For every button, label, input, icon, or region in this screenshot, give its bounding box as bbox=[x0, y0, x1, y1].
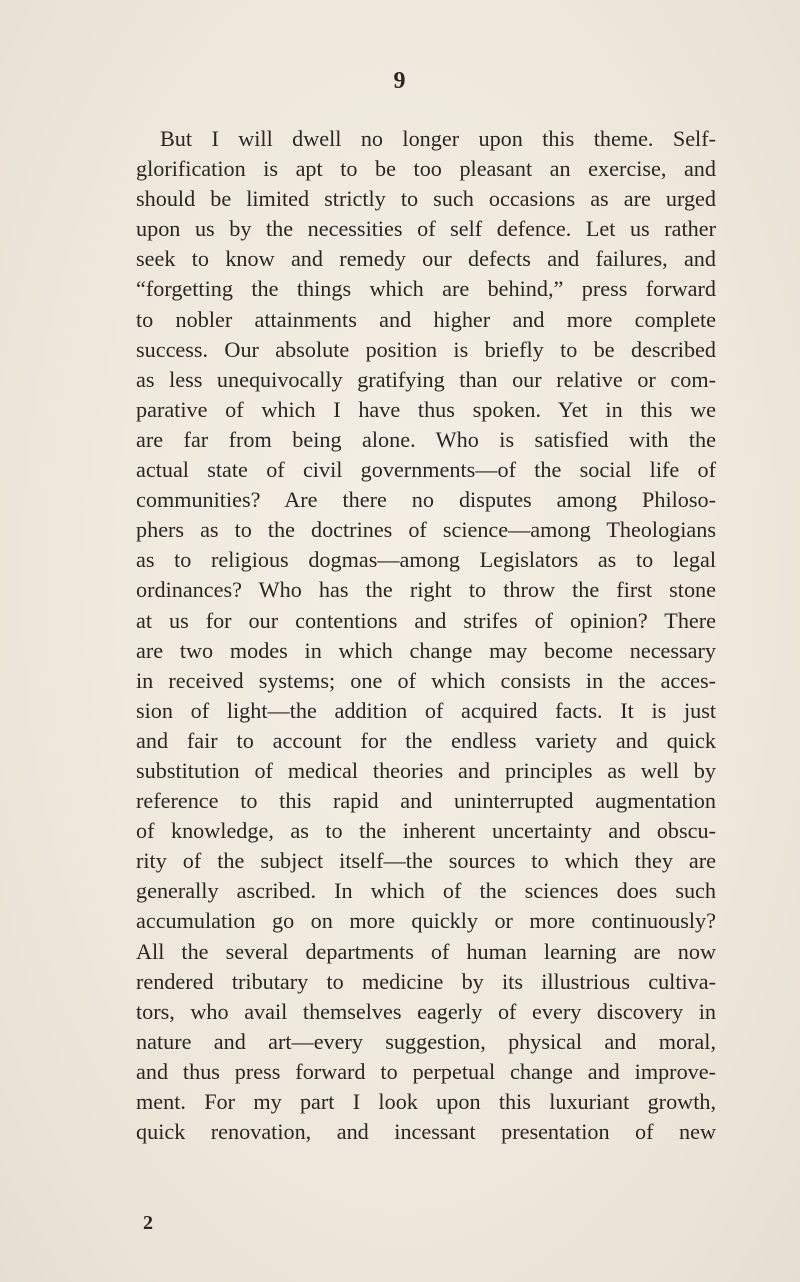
text-line: seek to know and remedy our defects and failures, and bbox=[136, 246, 716, 272]
text-line: nature and art—every suggestion, physical and moral, bbox=[136, 1028, 716, 1054]
text-line: ment. For my part I look upon this luxuriant growth, bbox=[136, 1089, 716, 1114]
text-line: and thus press forward to perpetual change and improve- bbox=[136, 1058, 716, 1084]
text-line: generally ascribed. In which of the sciences does such bbox=[136, 878, 716, 904]
text-line: sion of light—the addition of acquired facts. It is just bbox=[136, 697, 716, 723]
text-line: phers as to the doctrines of science—among Theologians bbox=[136, 517, 716, 543]
text-line: ordinances? Who has the right to throw the first stone bbox=[136, 577, 716, 603]
text-line: tors, who avail themselves eagerly of every discovery in bbox=[136, 998, 716, 1024]
text-line: actual state of civil governments—of the social life of bbox=[136, 457, 716, 483]
text-line: rendered tributary to medicine by its illustrious cultiva- bbox=[136, 968, 716, 994]
text-line: parative of which I have thus spoken. Yet in this we bbox=[136, 396, 716, 422]
text-line: But I will dwell no longer upon this theme. Self- bbox=[160, 126, 716, 151]
text-line: to nobler attainments and higher and more complete bbox=[136, 306, 716, 332]
text-line: “forgetting the things which are behind,” press forward bbox=[136, 276, 716, 302]
text-line: are far from being alone. Who is satisfied with the bbox=[136, 426, 716, 452]
text-line: of knowledge, as to the inherent uncertainty and obscu- bbox=[136, 818, 716, 844]
text-line: and fair to account for the endless variety and quick bbox=[136, 727, 716, 753]
text-line: are two modes in which change may become necessary bbox=[136, 637, 716, 663]
text-line: rity of the subject itself—the sources to which they are bbox=[136, 848, 716, 874]
text-line: success. Our absolute position is briefly to be described bbox=[136, 336, 716, 362]
text-line: All the several departments of human learning are now bbox=[136, 938, 716, 964]
text-line: accumulation go on more quickly or more continuously? bbox=[136, 908, 716, 934]
text-line: in received systems; one of which consists in the acces- bbox=[136, 667, 716, 693]
text-line: quick renovation, and incessant presentation of new bbox=[136, 1119, 716, 1145]
text-line: reference to this rapid and uninterrupted augmentation bbox=[136, 788, 716, 814]
text-line: as less unequivocally gratifying than our relative or com- bbox=[136, 366, 716, 392]
page-number: 9 bbox=[393, 68, 407, 94]
text-line: glorification is apt to be too pleasant an exercise, and bbox=[136, 156, 716, 182]
text-line: as to religious dogmas—among Legislators as to legal bbox=[136, 547, 716, 573]
text-line: at us for our contentions and strifes of opinion? There bbox=[136, 607, 716, 633]
text-line: should be limited strictly to such occasions as are urged bbox=[136, 186, 716, 212]
text-line: substitution of medical theories and principles as well by bbox=[136, 757, 716, 783]
text-line: upon us by the necessities of self defence. Let us rather bbox=[136, 216, 716, 242]
signature-mark: 2 bbox=[143, 1212, 153, 1234]
text-line: communities? Are there no disputes among Philoso- bbox=[136, 487, 716, 513]
body-text bbox=[136, 124, 716, 1147]
